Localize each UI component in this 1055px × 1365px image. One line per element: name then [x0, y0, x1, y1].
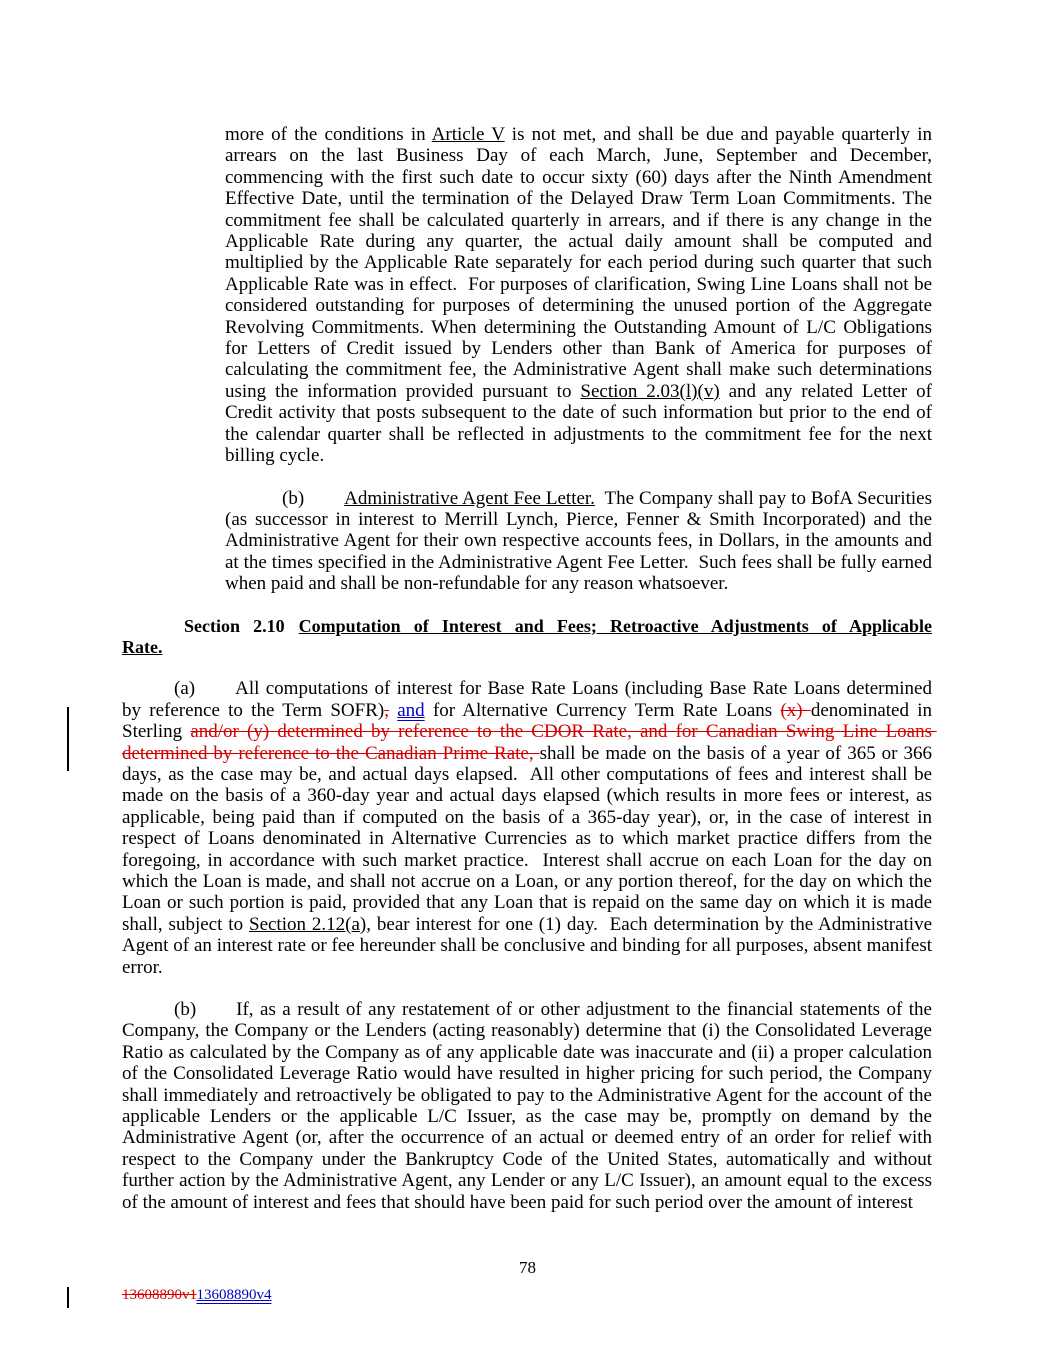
deleted-x-marker: (x)	[780, 699, 811, 721]
section-title-part1: Computation of Interest and Fees; Retroactive Adjustments of Applicable	[298, 615, 932, 636]
section-2-03-l-v-reference: Section 2.03(l)(v)	[580, 380, 720, 402]
text-run: If, as a result of any restatement of or other adjustment to the financial statements of the Company, the Company or the Lenders (acting reasonably) determine that (i) the Consolidated Leverage Ratio as calculated by the Company as of any applicable date was inaccurate and (ii) a proper calculation of the Consolidated Leverage Ratio would have resulted in higher pricing for such period, the Company shall immediately and retroactively be obligated to pay to the Administrative Agent for the account of the applicable Lenders or the applicable L/C Issuer, as the case may be, promptly on demand by the Administrative Agent (or, after the occurrence of an actual or deemed entry of an order for relief with respect to the Company under the Bankruptcy Code of the United States, automatically and without further action by the Administrative Agent, any Lender or any L/C Issuer), an amount equal to the excess of the amount of interest and fees that should have been paid for such period over the amount of interest	[122, 999, 937, 1213]
inserted-and: and	[397, 699, 425, 721]
section-2-12-a-reference: Section 2.12(a)	[249, 913, 367, 935]
paragraph-commitment-fee	[225, 124, 937, 467]
admin-agent-fee-letter-caption: Administrative Agent Fee Letter.	[344, 487, 595, 509]
page-number: 78	[519, 1258, 536, 1277]
paragraph-computation-a	[122, 678, 937, 978]
text-run: All computations of interest for Base Rate Loans (including Base Rate Loans determined by reference to the Term SOFR)	[122, 678, 937, 721]
paragraph-computation-b	[122, 999, 937, 1213]
section-title-part2: Rate.	[122, 636, 163, 657]
text-run: (a)	[174, 678, 196, 700]
article-v-reference: Article V	[431, 124, 505, 145]
text-run: for Alternative Currency Term Rate Loans	[424, 699, 781, 721]
text-run: denominated in Sterling	[122, 699, 937, 743]
text-run: is not met, and shall be due and payable quarterly in arrears on the last Business Day of each March, June, September and December, commencing with the first such date to occur sixty (60) days after the Ninth Amendment Effective Date, until the termination of the Delayed Draw Term Loan Commitments. The commitment fee shall be calculated quarterly in arrears, and if there is any change in the Applicable Rate during any quarter, the actual daily amount shall be computed and multiplied by the Applicable Rate separately for each period during such quarter that such Applicable Rate was in effect. For purposes of clarification, Swing Line Loans shall not be considered outstanding for purposes of determining the unused portion of the Aggregate Revolving Commitments. When determining the Outstanding Amount of L/C Obligations for Letters of Credit issued by Lenders other than Bank of America for purposes of calculating the commitment fee, the Administrative Agent shall make such determinations using the information provided pursuant to	[225, 124, 937, 402]
change-bar-footer	[67, 1287, 69, 1308]
deleted-cdor-clause: and/or (y) determined by reference to the CDOR Rate, and for Canadian Swing Line Loans determined by reference to the Canadian Prime Rate,	[122, 721, 937, 764]
section-number: Section 2.10	[184, 615, 285, 636]
document-id-inserted: 13608890v4	[196, 1287, 272, 1303]
text-run: more of the conditions in	[225, 124, 432, 145]
change-bar-redline	[67, 707, 69, 771]
section-2-10-heading-line2	[122, 637, 932, 658]
text-run: (b)	[282, 487, 305, 509]
text-run: (b)	[174, 999, 197, 1021]
section-2-10-heading	[122, 616, 932, 659]
document-id-stamp	[122, 1287, 271, 1304]
section-2-10-heading-line1	[122, 616, 932, 637]
text-run	[389, 700, 397, 721]
text-run: The Company shall pay to BofA Securities (as successor in interest to Merrill Lynch, Pierce, Fenner & Smith Incorporated) and the Administrative Agent for their own respective accounts fees, in Dollars, in the amounts and at the times specified in the Administrative Agent Fee Letter. Such fees shall be fully earned when paid and shall be non-refundable for any reason whatsoever.	[225, 487, 937, 595]
text-run: , bear interest for one (1) day. Each determination by the Administrative Agent of an interest rate or fee hereunder shall be conclusive and binding for all purposes, absent manifest error.	[122, 913, 937, 978]
document-content	[122, 124, 937, 1213]
text-run: and any related Letter of Credit activity that posts subsequent to the date of such information but prior to the end of the calendar quarter shall be reflected in adjustments to the commitment fee for the next billing cycle.	[225, 380, 937, 467]
document-id-deleted: 13608890v1	[122, 1287, 197, 1303]
deleted-comma: ,	[384, 699, 389, 721]
paragraph-admin-agent-fee-letter	[225, 487, 937, 595]
text-run: shall be made on the basis of a year of 365 or 366 days, as the case may be, and actual days elapsed. All other computations of fees and interest shall be made on the basis of a 360-day year and actual days elapsed (which results in more fees or interest, as applicable, being paid than if computed on the basis of a 365-day year), or, in the case of interest in respect of Loans denominated in Alternative Currencies as to which market practice differs from the foregoing, in accordance with such market practice. Interest shall accrue on each Loan for the day on which the Loan is made, and shall not accrue on a Loan, or any portion thereof, for the day on which the Loan or such portion is paid, provided that any Loan that is repaid on the same day on which it is made shall, subject to	[122, 742, 937, 935]
